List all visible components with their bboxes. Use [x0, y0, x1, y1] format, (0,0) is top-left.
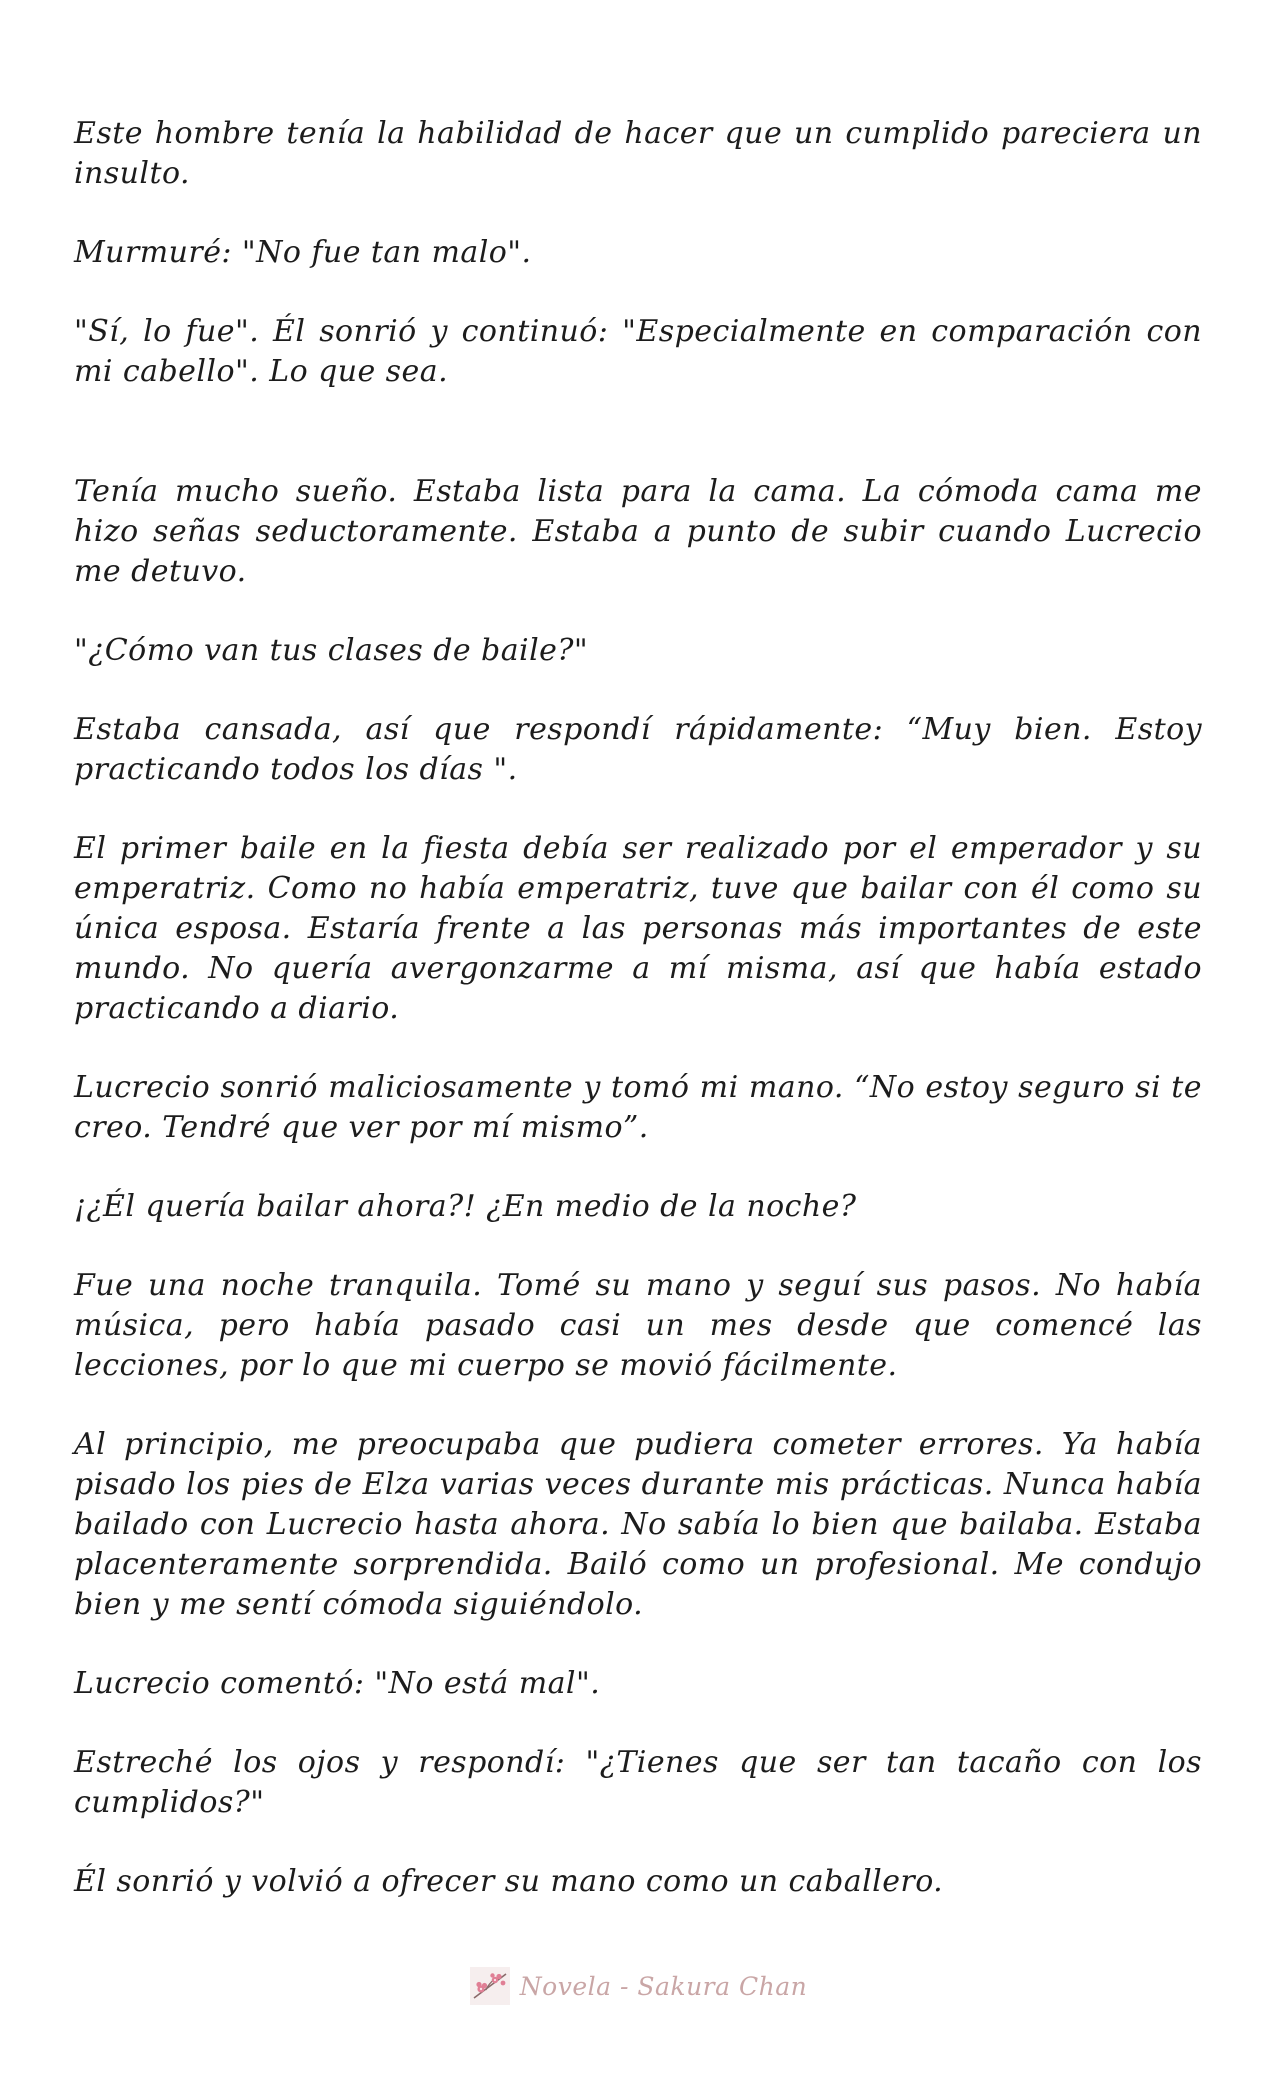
paragraph: Tenía mucho sueño. Estaba lista para la cama. La cómoda cama me hizo señas seductoramente. Estaba a punto de subir cuando Lucrecio me detuvo.	[74, 474, 1202, 589]
paragraph: Lucrecio comentó: "No está mal".	[74, 1666, 601, 1701]
paragraph: Lucrecio sonrió maliciosamente y tomó mi mano. “No estoy seguro si te creo. Tendré que ver por mí mismo”.	[74, 1070, 1202, 1145]
watermark	[0, 1960, 1275, 2012]
cherry-blossom-icon	[468, 1964, 512, 2008]
paragraph: Fue una noche tranquila. Tomé su mano y seguí sus pasos. No había música, pero había pasado casi un mes desde que comencé las lecciones, por lo que mi cuerpo se movió fácilmente.	[74, 1268, 1202, 1383]
paragraph: El primer baile en la fiesta debía ser realizado por el emperador y su emperatriz. Como no había emperatriz, tuve que bailar con él como su única esposa. Estaría frente a las personas más importantes de este mundo. No quería avergonzarme a mí misma, así que había estado practicando a diario.	[74, 831, 1202, 1026]
watermark-group	[468, 1964, 807, 2008]
watermark-text: Novela - Sakura Chan	[519, 1971, 808, 2001]
paragraph: Estreché los ojos y respondí: "¿Tienes que ser tan tacaño con los cumplidos?"	[74, 1745, 1202, 1820]
paragraph: Este hombre tenía la habilidad de hacer que un cumplido pareciera un insulto.	[74, 116, 1202, 191]
paragraph: ¡¿Él quería bailar ahora?! ¿En medio de la noche?	[74, 1189, 857, 1224]
paragraph: Al principio, me preocupaba que pudiera cometer errores. Ya había pisado los pies de Elza varias veces durante mis prácticas. Nunca había bailado con Lucrecio hasta ahora. No sabía lo bien que bailaba. Estaba placenteramente sorprendida. Bailó como un profesional. Me condujo bien y me sentí cómoda siguiéndolo.	[74, 1427, 1202, 1622]
story-text	[74, 114, 1202, 1941]
paragraph: Él sonrió y volvió a ofrecer su mano como un caballero.	[74, 1864, 944, 1899]
paragraph: "¿Cómo van tus clases de baile?"	[74, 633, 589, 668]
paragraph: Estaba cansada, así que respondí rápidamente: “Muy bien. Estoy practicando todos los días ".	[74, 712, 1202, 787]
paragraph: "Sí, lo fue". Él sonrió y continuó: "Especialmente en comparación con mi cabello". Lo que sea.	[74, 314, 1202, 389]
paragraph: Murmuré: "No fue tan malo".	[74, 235, 532, 270]
